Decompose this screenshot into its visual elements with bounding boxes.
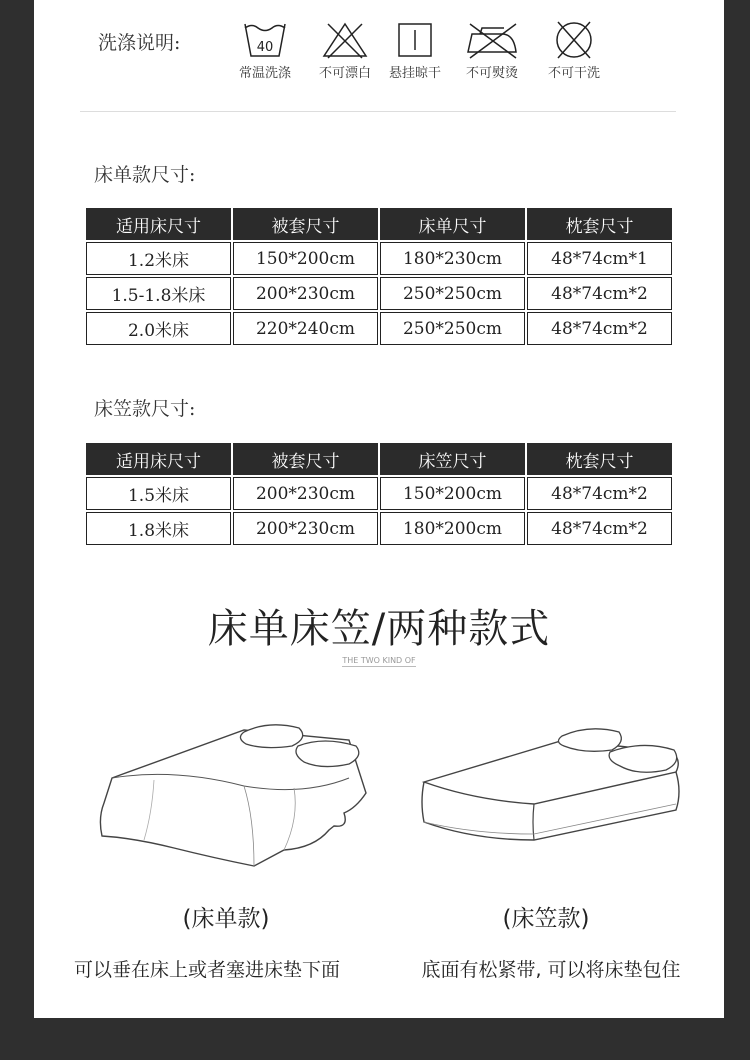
table-cell: 200*230cm [233,477,378,510]
table-header: 床笠尺寸 [380,443,525,475]
hang-dry-icon [390,18,440,60]
table-cell: 200*230cm [233,277,378,310]
care-label: 不可干洗 [547,66,600,81]
table-header: 枕套尺寸 [527,443,672,475]
table-header-row [86,208,672,240]
table-header: 适用床尺寸 [86,208,231,240]
size-info-page [34,0,724,1018]
table-row [86,277,672,310]
table-cell: 48*74cm*2 [527,477,672,510]
table-cell: 48*74cm*2 [527,277,672,310]
flat-sheet-style-name: (床单款) [182,906,270,932]
table-cell: 150*200cm [233,242,378,275]
table-cell: 48*74cm*2 [527,312,672,345]
styles-subtitle-text: THE TWO KIND OF [342,656,416,665]
care-label: 不可漂白 [318,66,371,81]
care-label: 不可熨烫 [465,66,518,81]
divider [80,111,676,112]
no-dry-clean-icon [549,18,599,60]
table-cell: 48*74cm*2 [527,512,672,545]
care-item-iron [452,18,532,81]
fitted-sheet-style-desc: 底面有松紧带, 可以将床垫包住 [421,959,681,981]
table-header: 被套尺寸 [233,208,378,240]
styles-title: 床单床笠/两种款式 [207,606,551,652]
fitted-size-table [84,441,674,547]
wash-40-icon [240,18,290,60]
table-cell: 180*200cm [380,512,525,545]
table-cell: 1.5-1.8米床 [86,277,231,310]
table-cell: 200*230cm [233,512,378,545]
table-header: 被套尺寸 [233,443,378,475]
table-cell: 220*240cm [233,312,378,345]
table-cell: 2.0米床 [86,312,231,345]
care-label: 常温洗涤 [238,66,291,81]
care-item-dryclean [534,18,614,81]
table-row [86,512,672,545]
flat-sheet-bed-illustration [94,718,374,868]
table-header: 适用床尺寸 [86,443,231,475]
care-item-hang [375,18,455,81]
flat-sheet-style-desc: 可以垂在床上或者塞进床垫下面 [73,959,340,981]
no-iron-icon [462,18,522,60]
table-cell: 1.2米床 [86,242,231,275]
table-cell: 1.5米床 [86,477,231,510]
table-cell: 180*230cm [380,242,525,275]
table-row [86,312,672,345]
table-cell: 48*74cm*1 [527,242,672,275]
sheet-size-table [84,206,674,347]
table-row [86,477,672,510]
table-header-row [86,443,672,475]
table-cell: 250*250cm [380,312,525,345]
table-header: 床单尺寸 [380,208,525,240]
table-cell: 150*200cm [380,477,525,510]
fitted-sheet-style-name: (床笠款) [502,906,590,932]
svg-text:40: 40 [256,40,274,55]
care-label: 悬挂晾干 [388,66,441,81]
table-cell: 1.8米床 [86,512,231,545]
no-bleach-icon [320,18,370,60]
styles-subtitle [34,656,724,665]
care-item-wash [225,18,305,81]
fitted-size-title: 床笠款尺寸: [94,398,196,420]
fitted-sheet-bed-illustration [414,722,684,872]
table-cell: 250*250cm [380,277,525,310]
table-row [86,242,672,275]
sheet-size-title: 床单款尺寸: [94,164,196,186]
care-title: 洗涤说明: [98,32,181,54]
care-item-bleach [305,18,385,81]
table-header: 枕套尺寸 [527,208,672,240]
